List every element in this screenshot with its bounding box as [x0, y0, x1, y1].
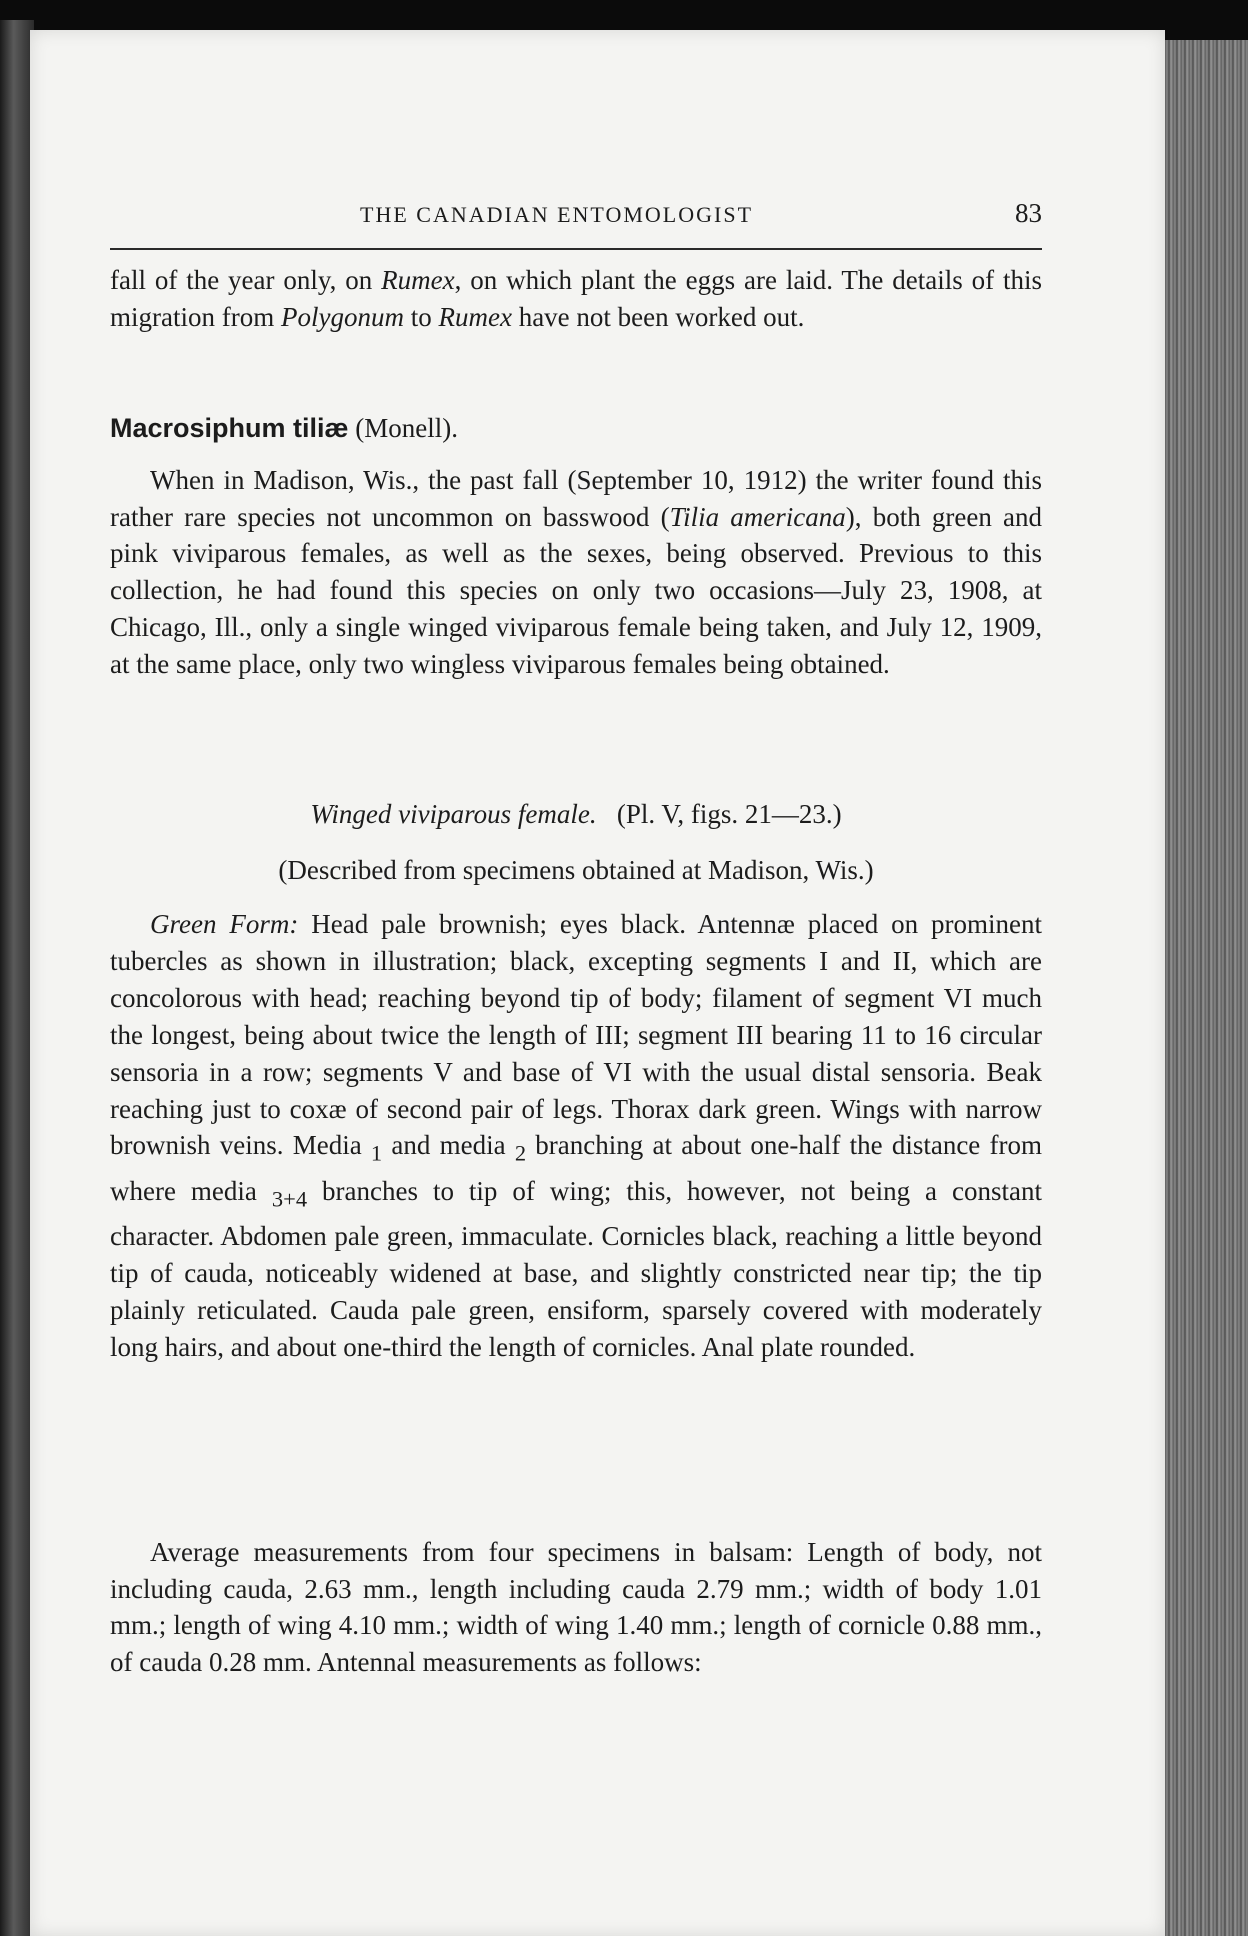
- running-header: [110, 198, 1042, 242]
- para1-text-2: , on which plant the eggs are laid. The details of this migration from: [110, 265, 1042, 332]
- running-title: THE CANADIAN ENTOMOLOGIST: [360, 202, 754, 227]
- rumex-italic-2: Rumex: [438, 302, 512, 332]
- species-heading: [110, 410, 1042, 447]
- book-page: [30, 30, 1165, 1936]
- paragraph-measurements: Average measurements from four specimens in balsam: Length of body, not including cauda, 2.63 mm., length including cauda 2.79 mm.; width of body 1.01 mm.; length of wing 4.10 mm.; width of wing 1.40 mm.; length of cornicle 0.88 mm., of cauda 0.28 mm. Antennal measurements as follows:: [110, 1537, 1042, 1677]
- media-subscript-2: 2: [514, 1140, 527, 1166]
- book-page-edges: [1165, 40, 1248, 1936]
- plate-reference: (Pl. V, figs. 21—23.): [616, 799, 842, 829]
- para1-text-4: have not been worked out.: [511, 302, 805, 332]
- media-subscript-1: 1: [370, 1140, 383, 1166]
- header-rule: [110, 248, 1042, 250]
- page-number: 83: [1015, 198, 1042, 228]
- polygonum-italic: Polygonum: [280, 302, 404, 332]
- tilia-italic: Tilia americana: [669, 501, 846, 532]
- para1-text-3: to: [403, 302, 439, 332]
- para3-text-3: branching at about one-half the distance from where media: [110, 1130, 1042, 1206]
- paragraph-green-form: [110, 906, 1042, 1366]
- paragraph-rumex-migration: [110, 262, 1042, 336]
- described-note: (Described from specimens obtained at Madison, Wis.): [278, 855, 874, 885]
- rumex-italic: Rumex: [381, 265, 455, 295]
- para3-text-1: Head pale brownish; eyes black. Antennæ placed on prominent tubercles as shown in illustration; black, excepting segments I and II, which are concolorous with head; reaching beyond tip of body; filament of segment VI much the longest, being about twice the length of III; segment III bearing 11 to 16 circular sensoria in a row; segments V and base of VI with the usual distal sensoria. Beak reaching just to coxæ of second pair of legs. Thorax dark green. Wings with narrow brownish veins. Media: [110, 909, 1042, 1161]
- species-authority: (Monell).: [348, 413, 459, 443]
- green-form-label: Green Form:: [150, 909, 299, 939]
- para1-text-1: fall of the year only, on: [110, 265, 382, 295]
- media-subscript-3-4: 3+4: [271, 1186, 308, 1212]
- form-subheading: [110, 796, 1042, 833]
- para3-text-4: branches to tip of wing; this, however, not being a constant character. Abdomen pale green, immaculate. Cornicles black, reaching a little beyond tip of cauda, noticeably widened at base, and slightly constricted near tip; the tip plainly reticulated. Cauda pale green, ensiform, sparsely covered with moderately long hairs, and about one-third the length of cornicles. Anal plate rounded.: [110, 1175, 1042, 1362]
- para2-text-1: When in Madison, Wis., the past fall (September 10, 1912) the writer found this rather rare species not uncommon on basswood (: [110, 465, 1042, 532]
- form-title: Winged viviparous female.: [310, 799, 597, 829]
- paragraph-madison-collection: [110, 462, 1042, 682]
- species-name: Macrosiphum tiliæ: [110, 413, 349, 443]
- book-spine-shadow: [0, 20, 34, 1936]
- para2-text-2: ), both green and pink viviparous females, as well as the sexes, being observed. Previous to this collection, he had found this species on only two occasions—July 23, 1908, at Chicago, Ill., only a single winged viviparous female being taken, and July 12, 1909, at the same place, only two wingless viviparous females being obtained.: [110, 501, 1042, 679]
- para3-text-2: and media: [382, 1130, 515, 1161]
